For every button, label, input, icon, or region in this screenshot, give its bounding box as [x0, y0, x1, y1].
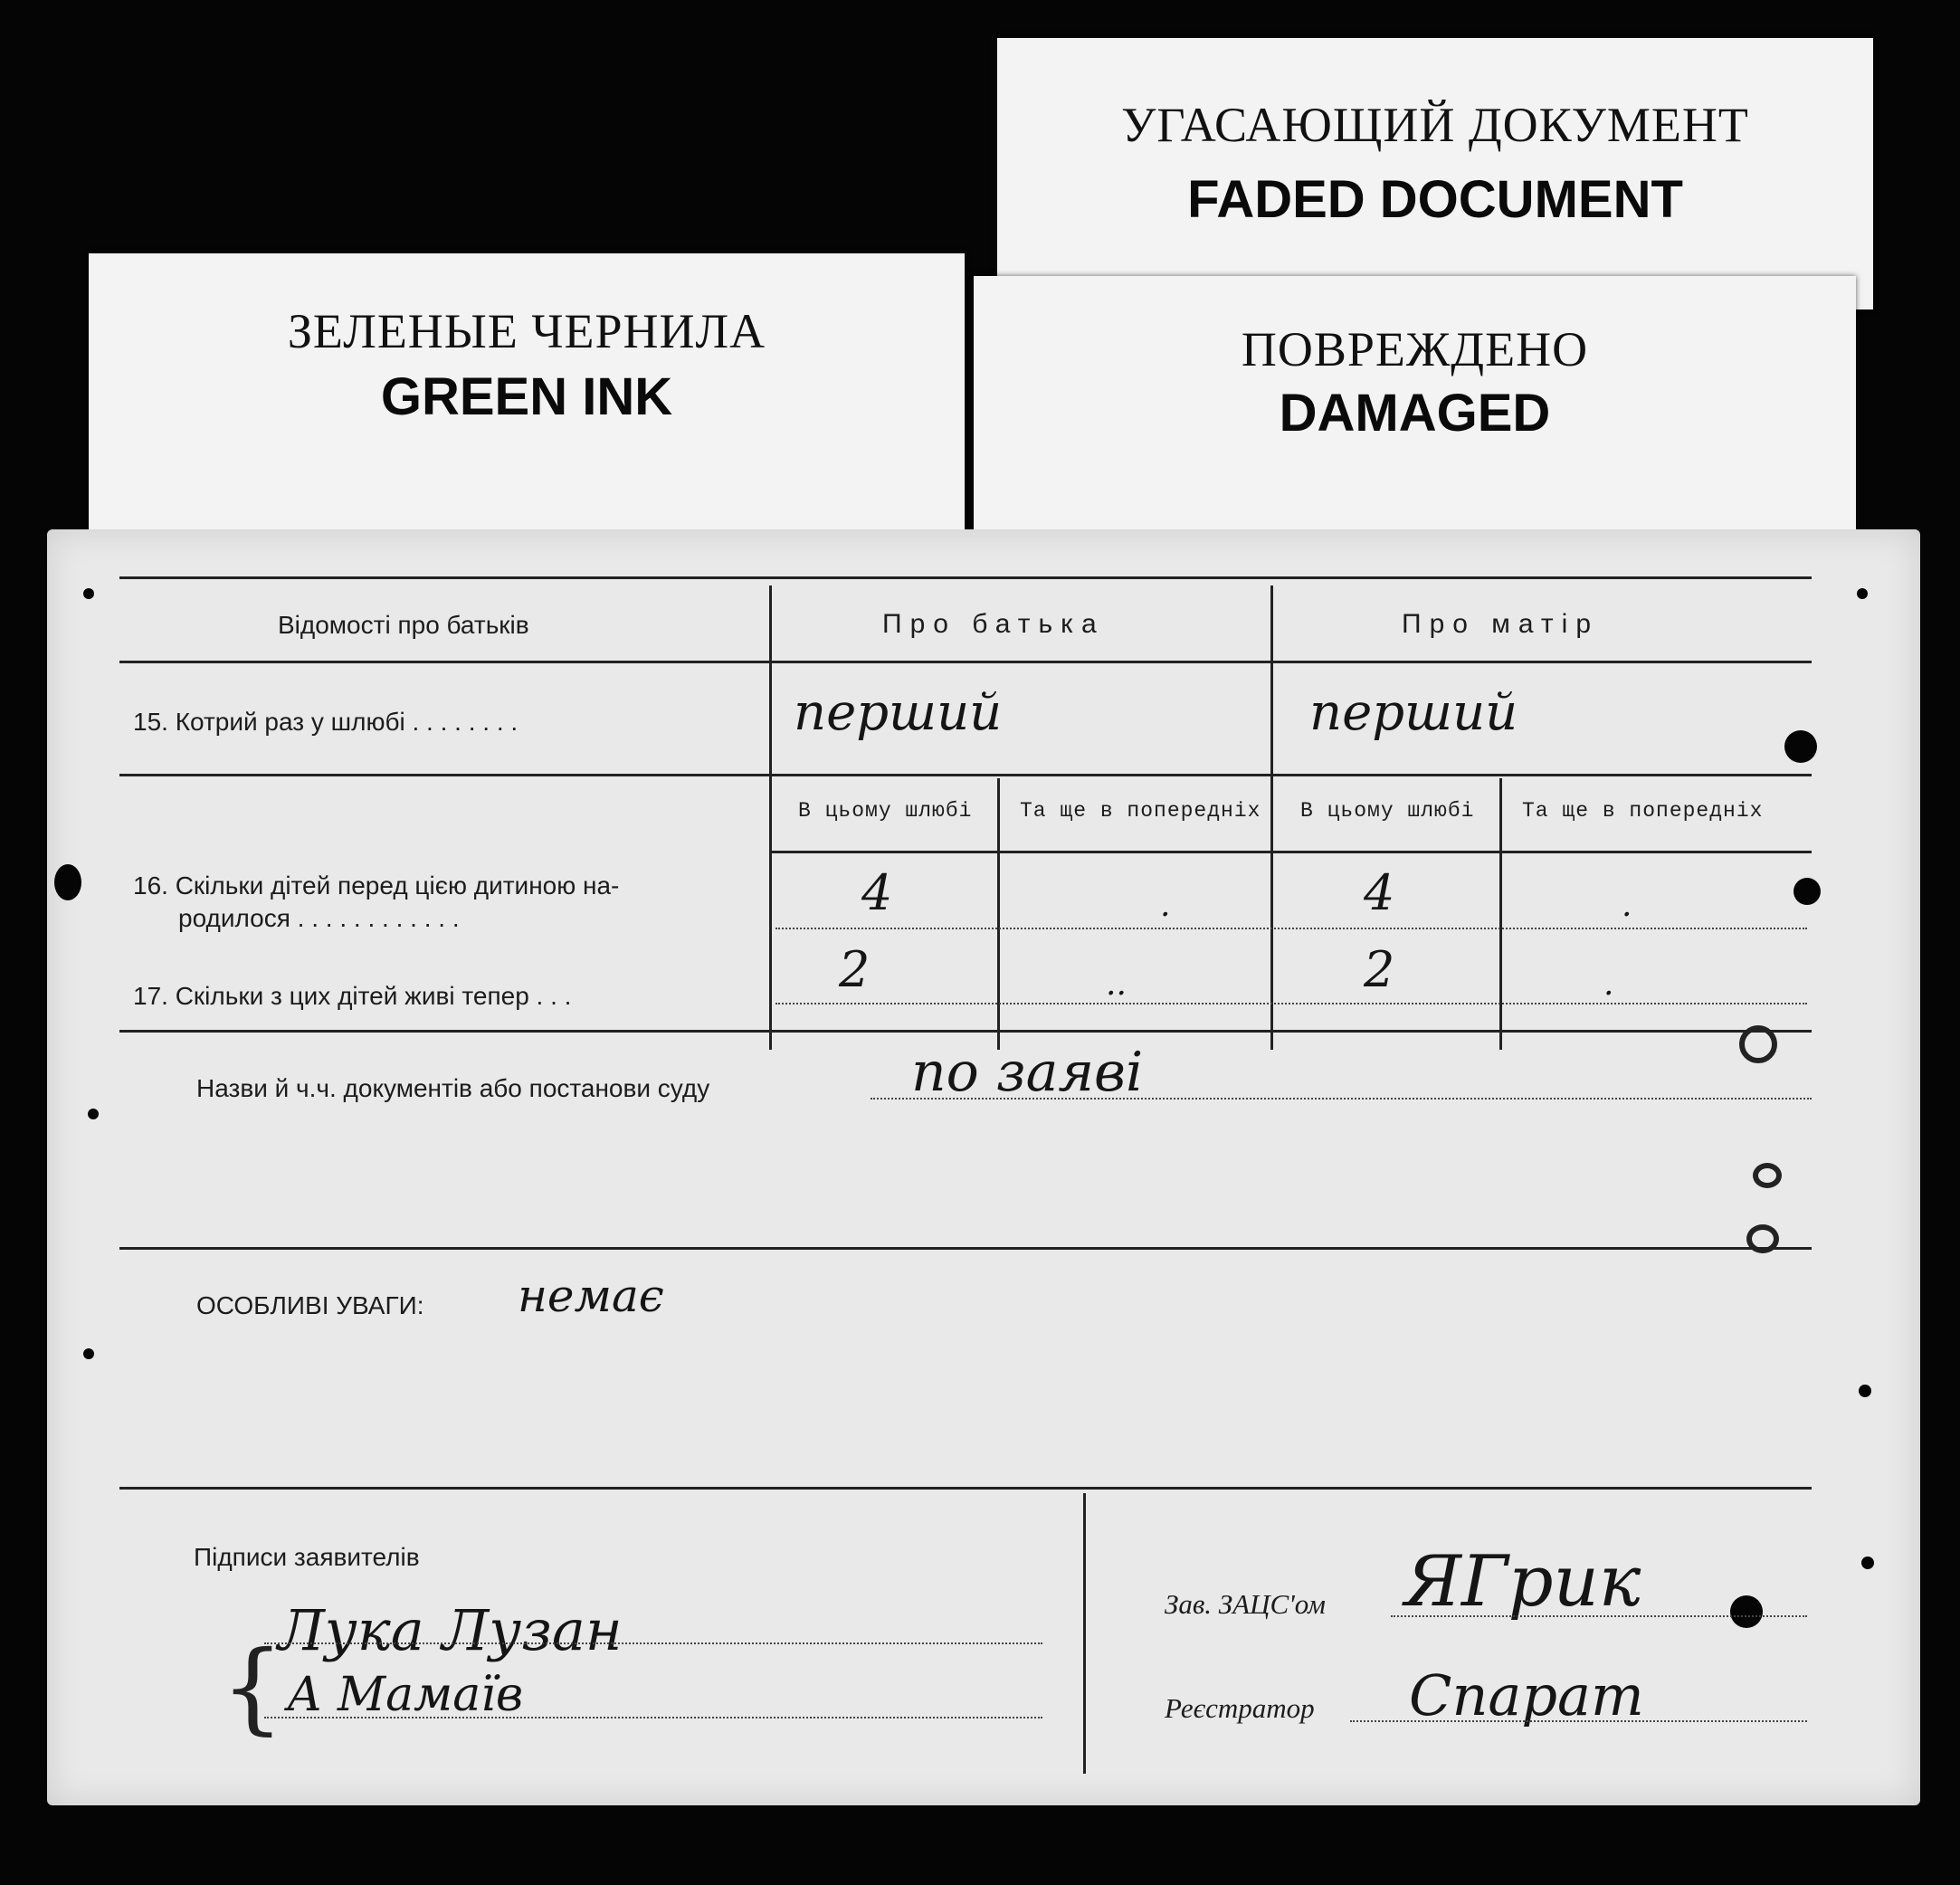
rule-subheader-bottom — [771, 851, 1812, 853]
row16-mother-this: 4 — [1364, 864, 1395, 921]
documents-value: по заяві — [911, 1041, 1144, 1104]
damaged-label-ru: ПОВРЕЖДЕНО — [1241, 322, 1589, 376]
applicant-signature-1: Лука Лузан — [278, 1597, 623, 1663]
row16-mother-prev: . — [1622, 887, 1632, 924]
punch-hole — [83, 588, 94, 599]
registrar-label: Реєстратор — [1165, 1692, 1315, 1724]
documents-dotline — [871, 1098, 1812, 1100]
row16-father-prev: . — [1160, 887, 1171, 924]
row16-label-line1: 16. Скільки дітей перед цією дитиною на- — [133, 871, 620, 900]
punch-hole — [1861, 1557, 1874, 1569]
applicant-signature-2: А Мамаїв — [287, 1668, 524, 1722]
divider-signatures — [1083, 1493, 1086, 1774]
rule-table-bottom — [119, 1030, 1812, 1033]
documents-label: Назви й ч.ч. документів або постанови суду — [196, 1074, 710, 1102]
punch-hole — [1857, 588, 1868, 599]
faded-label-en: FADED DOCUMENT — [1187, 170, 1683, 229]
row17-mother-prev: . — [1603, 966, 1614, 1003]
divider-father-sub — [997, 778, 1000, 1050]
row16-dotline — [775, 928, 1807, 929]
rule-header-bottom — [119, 661, 1812, 663]
signature-2-dotline — [264, 1717, 1042, 1718]
registration-form — [47, 529, 1920, 1805]
faded-label-ru: УГАСАЮЩИЙ ДОКУМЕНТ — [1121, 98, 1749, 152]
punch-hole — [1859, 1385, 1871, 1397]
punch-hole — [1730, 1595, 1763, 1628]
punch-hole — [1793, 878, 1821, 905]
row17-father-this: 2 — [839, 941, 871, 998]
punch-hole — [88, 1109, 99, 1119]
registry-head-dotline — [1391, 1615, 1807, 1617]
header-parents-info: Відомості про батьків — [278, 611, 529, 639]
row16-label-line2: родилося . . . . . . . . . . . . — [178, 904, 460, 932]
registrar-signature: Спарат — [1409, 1662, 1644, 1728]
punch-hole — [1784, 730, 1817, 763]
sub-mother-prev: Та ще в попередніх — [1522, 799, 1764, 823]
registry-head-label: Зав. ЗАЦС'ом — [1165, 1588, 1326, 1620]
remarks-value: немає — [518, 1270, 664, 1322]
brace: { — [221, 1629, 284, 1745]
divider-father — [769, 585, 772, 1050]
row17-father-prev: .. — [1106, 966, 1127, 1003]
punch-hole — [54, 864, 81, 900]
row17-dotline — [775, 1003, 1807, 1004]
sub-father-this: В цьому шлюбі — [798, 799, 973, 823]
remarks-label: ОСОБЛИВІ УВАГИ: — [196, 1291, 424, 1319]
divider-mother — [1270, 585, 1273, 1050]
rule-top — [119, 576, 1812, 579]
row16-father-this: 4 — [861, 864, 893, 921]
rule-row15-bottom — [119, 774, 1812, 776]
punch-ring — [1753, 1163, 1782, 1188]
signature-1-dotline — [264, 1642, 1042, 1644]
sub-mother-this: В цьому шлюбі — [1300, 799, 1475, 823]
divider-mother-sub — [1499, 778, 1502, 1050]
green-label-en: GREEN INK — [380, 367, 673, 426]
damaged-label-en: DAMAGED — [1279, 384, 1551, 443]
applicants-signatures-label: Підписи заявителів — [194, 1543, 420, 1571]
registry-head-signature: ЯГрик — [1404, 1541, 1641, 1623]
green-ink-label — [89, 253, 965, 543]
header-mother: Про матір — [1402, 609, 1600, 639]
row15-label: 15. Котрий раз у шлюбі . . . . . . . . — [133, 708, 519, 736]
registrar-dotline — [1350, 1720, 1807, 1722]
row17-mother-this: 2 — [1364, 941, 1395, 998]
rule-remarks-bottom — [119, 1487, 1812, 1490]
damaged-label — [974, 276, 1856, 547]
green-label-ru: ЗЕЛЕНЫЕ ЧЕРНИЛА — [287, 304, 766, 358]
sub-father-prev: Та ще в попередніх — [1020, 799, 1261, 823]
row15-mother-value: перший — [1309, 683, 1518, 742]
row17-label: 17. Скільки з цих дітей живі тепер . . . — [133, 982, 572, 1010]
punch-hole — [83, 1348, 94, 1359]
faded-document-label — [997, 38, 1873, 309]
rule-documents-bottom — [119, 1247, 1812, 1250]
header-father: Про батька — [882, 609, 1105, 639]
row15-father-value: перший — [794, 683, 1003, 742]
